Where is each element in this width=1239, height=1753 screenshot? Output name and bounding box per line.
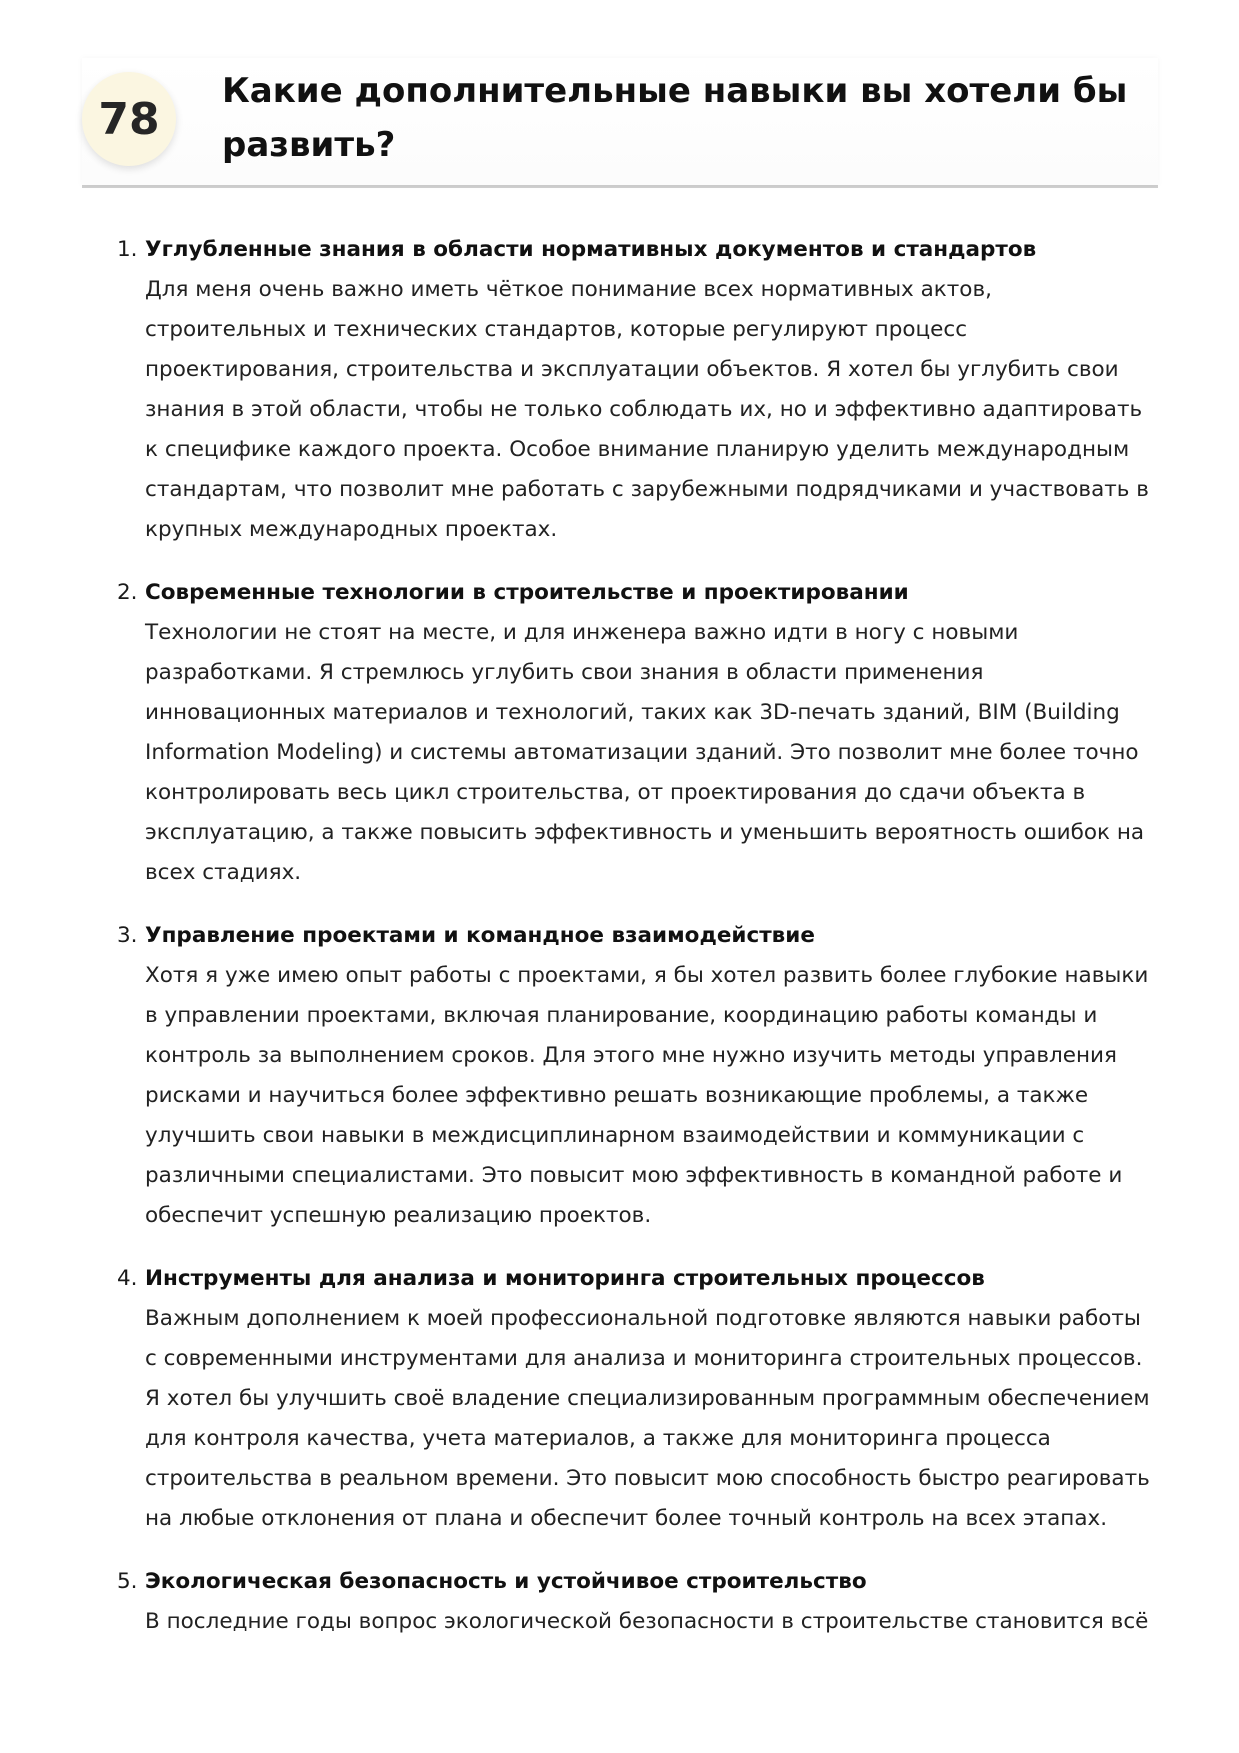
question-number-badge: 78 [82,72,176,166]
list-item [90,573,1158,893]
question-header [82,58,1158,188]
list-item-number: 5. [117,1569,138,1594]
list-item [90,1562,1158,1642]
list-item-text: Технологии не стоят на месте, и для инженера важно идти в ногу с новыми разработками. Я стремлюсь углубить свои знания в области применения инновационных материалов и технологий, таких как 3D-печать зданий, BIM (Building Information Modeling) и системы автоматизации зданий. Это позволит мне более точно контролировать весь цикл строительства, от проектирования до сдачи объекта в эксплуатацию, а также повысить эффективность и уменьшить вероятность ошибок на всех стадиях. [145,620,1145,885]
list-item-heading: Экологическая безопасность и устойчивое строительство [145,1569,867,1594]
list-item-number: 4. [117,1266,138,1291]
list-item [90,916,1158,1236]
list-item-number: 3. [117,923,138,948]
list-item-heading: Управление проектами и командное взаимодействие [145,923,815,948]
list-item-number: 2. [117,580,138,605]
list-item-text: В последние годы вопрос экологической безопасности в строительстве становится всё [145,1609,1149,1634]
list-item-text: Важным дополнением к моей профессиональной подготовке являются навыки работы с современными инструментами для анализа и мониторинга строительных процессов. Я хотел бы улучшить своё владение специализированным программным обеспечением для контроля качества, учета материалов, а также для мониторинга процесса строительства в реальном времени. Это повысит мою способность быстро реагировать на любые отклонения от плана и обеспечит более точный контроль на всех этапах. [145,1306,1150,1531]
skills-list [90,230,1158,1642]
list-item [90,1259,1158,1539]
answer-content [90,230,1158,1665]
list-item [90,230,1158,550]
list-item-heading: Углубленные знания в области нормативных документов и стандартов [145,237,1037,262]
list-item-text: Для меня очень важно иметь чёткое понимание всех нормативных актов, строительных и технических стандартов, которые регулируют процесс проектирования, строительства и эксплуатации объектов. Я хотел бы углубить свои знания в этой области, чтобы не только соблюдать их, но и эффективно адаптировать к специфике каждого проекта. Особое внимание планирую уделить международным стандартам, что позволит мне работать с зарубежными подрядчиками и участвовать в крупных международных проектах. [145,277,1149,542]
list-item-text: Хотя я уже имею опыт работы с проектами, я бы хотел развить более глубокие навыки в управлении проектами, включая планирование, координацию работы команды и контроль за выполнением сроков. Для этого мне нужно изучить методы управления рисками и научиться более эффективно решать возникающие проблемы, а также улучшить свои навыки в междисциплинарном взаимодействии и коммуникации с различными специалистами. Это повысит мою эффективность в командной работе и обеспечит успешную реализацию проектов. [145,963,1149,1228]
question-title: Какие дополнительные навыки вы хотели бы развить? [222,71,1128,165]
list-item-number: 1. [117,237,138,262]
list-item-heading: Инструменты для анализа и мониторинга строительных процессов [145,1266,985,1291]
list-item-heading: Современные технологии в строительстве и проектировании [145,580,909,605]
